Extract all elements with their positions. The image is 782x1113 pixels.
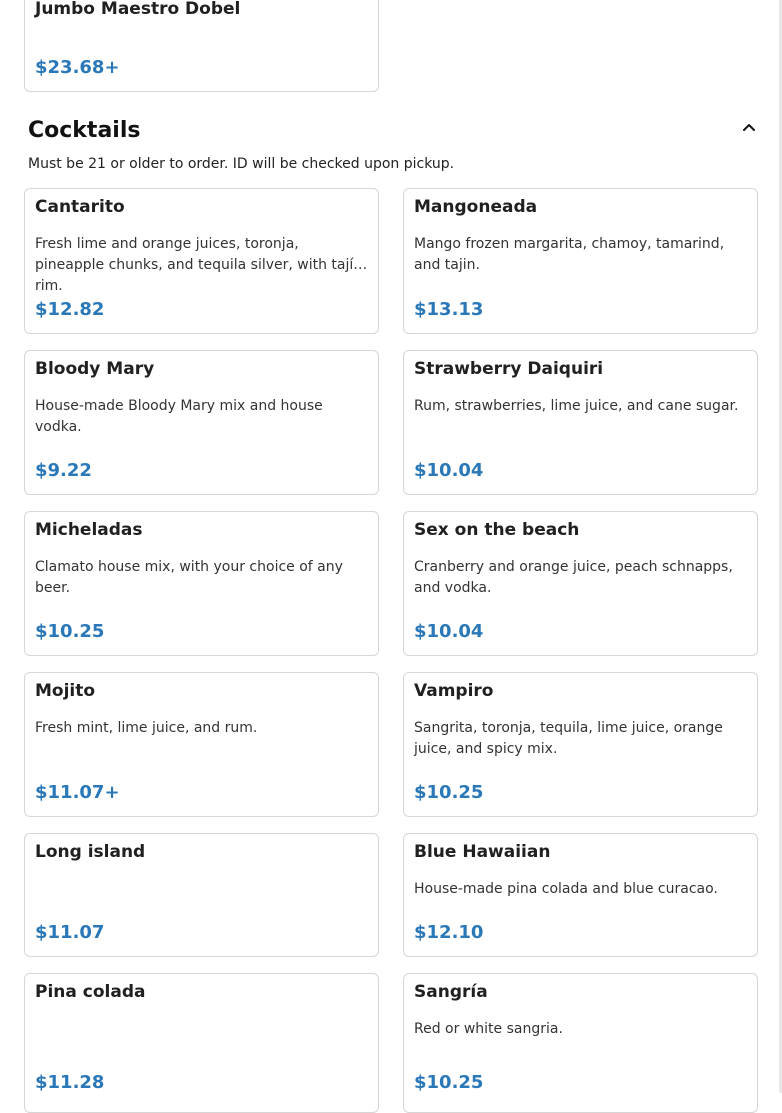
menu-item-description: House-made pina colada and blue curacao. [414,881,718,897]
menu-item-name: Strawberry Daiquiri [414,359,604,379]
menu-item-price: $13.13 [414,299,484,320]
menu-item-name: Micheladas [35,520,143,540]
menu-item-card[interactable] [403,672,758,817]
menu-item-card[interactable] [24,672,379,817]
menu-item-card[interactable] [403,833,758,957]
menu-item-card[interactable] [403,511,758,656]
menu-item-price: $9.22 [35,460,92,481]
menu-item-price: $11.28 [35,1072,105,1093]
menu-item-name: Vampiro [414,681,494,701]
age-restriction-note: Must be 21 or older to order. ID will be checked upon pickup. [28,156,455,172]
menu-item-price: $23.68+ [35,57,120,78]
collapse-section-button[interactable] [736,116,762,142]
menu-item-name: Sex on the beach [414,520,580,540]
menu-item-price: $11.07 [35,922,105,943]
menu-item-price: $10.04 [414,460,484,481]
menu-item-description: Clamato house mix, with your choice of any beer. [35,559,343,596]
menu-item-card[interactable] [24,0,379,92]
menu-item-name: Mojito [35,681,96,701]
menu-item-card[interactable] [24,973,379,1113]
menu-item-price: $10.25 [414,1072,484,1093]
menu-item-card[interactable] [403,350,758,495]
menu-item-price: $10.25 [35,621,105,642]
menu-item-card[interactable] [403,973,758,1113]
menu-item-card[interactable] [24,350,379,495]
menu-item-description: Red or white sangria. [414,1021,563,1037]
menu-item-price: $10.04 [414,621,484,642]
menu-item-description: Rum, strawberries, lime juice, and cane sugar. [414,398,739,414]
menu-item-description: Fresh mint, lime juice, and rum. [35,720,258,736]
menu-item-card[interactable] [24,511,379,656]
menu-item-price: $10.25 [414,782,484,803]
menu-item-price: $11.07+ [35,782,120,803]
menu-item-price: $12.10 [414,922,484,943]
menu-item-card[interactable] [24,188,379,334]
menu-item-name: Sangría [414,982,488,1002]
menu-item-price: $12.82 [35,299,105,320]
menu-item-card[interactable] [403,188,758,334]
menu-item-description: House-made Bloody Mary mix and house vodka. [35,398,323,435]
menu-item-description: Fresh lime and orange juices, toronja, pineapple chunks, and tequila silver, with tajín rim. [35,236,363,294]
menu-item-description: Sangrita, toronja, tequila, lime juice, orange juice, and spicy mix. [414,720,723,757]
menu-item-name: Blue Hawaiian [414,842,551,862]
section-title: Cocktails [28,118,141,143]
menu-item-description: Mango frozen margarita, chamoy, tamarind, and tajin. [414,236,725,273]
menu-item-name: Bloody Mary [35,359,155,379]
menu-item-name: Cantarito [35,197,125,217]
menu-item-card[interactable] [24,833,379,957]
menu-item-name: Pina colada [35,982,146,1002]
menu-item-name: Mangoneada [414,197,538,217]
menu-item-name: Jumbo Maestro Dobel [35,0,241,19]
menu-item-description: Cranberry and orange juice, peach schnapps, and vodka. [414,559,733,596]
section-header-cocktails[interactable] [28,116,762,150]
chevron-up-icon [736,116,762,142]
menu-item-name: Long island [35,842,146,862]
